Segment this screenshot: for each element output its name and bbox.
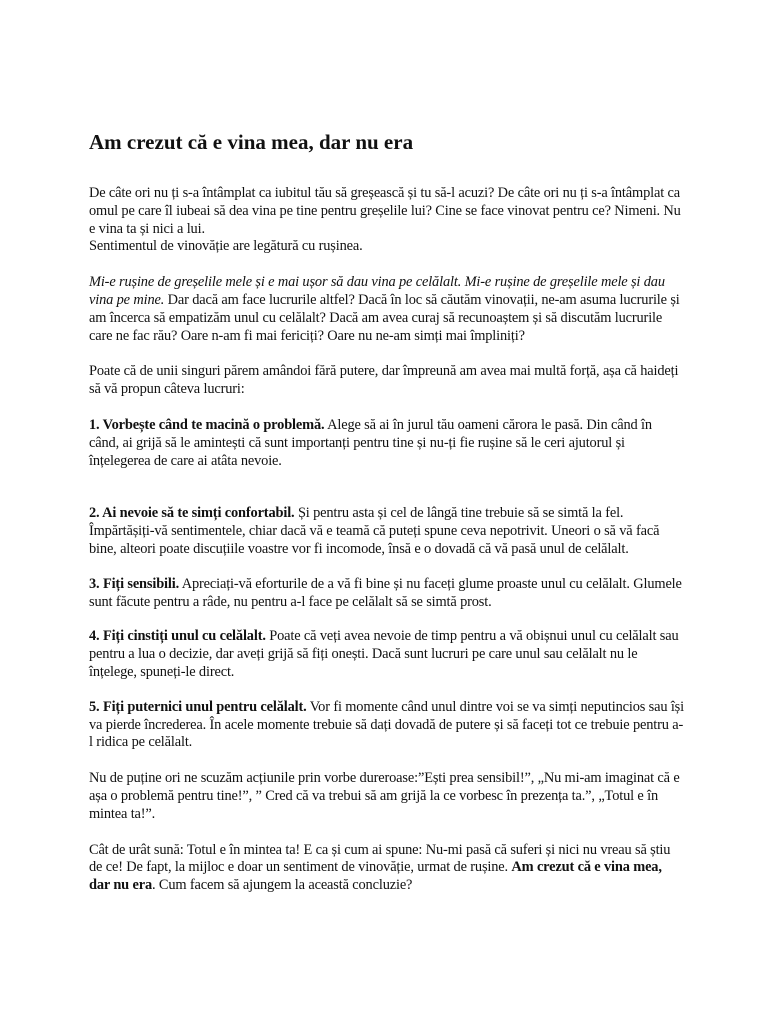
list-item-text: Vor fi momente când unul dintre voi se va simți neputincios sau își va pierde încrederea. În acele momente trebuie să dați dovadă de putere și să faceți tot ce trebuie pentru a-l ridica pe celălalt.: [89, 698, 684, 751]
proposal-paragraph: Poate că de unii singuri părem amândoi fără putere, dar împreună am avea mai multă forță, așa că haideți să vă propun câteva lucruri:: [89, 363, 679, 398]
list-item: [89, 505, 685, 558]
list-item: [89, 576, 685, 612]
quotes-paragraph: Nu de puține ori ne scuzăm acțiunile prin vorbe dureroase:”Ești prea sensibil!”, „Nu mi-am imaginat că e așa o problemă pentru tine!”, ” Cred că va trebui să am grijă la ce vorbesc în prezența ta.”, „Totul e în mintea ta!”.: [89, 770, 680, 822]
article-title: Am crezut că e vina mea, dar nu era: [89, 130, 414, 154]
intro-statement: Sentimentul de vinovăție are legătură cu rușinea.: [89, 238, 363, 255]
reflection-text: Dar dacă am face lucrurile altfel? Dacă în loc să căutăm vinovații, ne-am asuma lucrurile și am încerca să empatizăm unul cu celălalt? Dacă am avea curaj să recunoaștem și să discutăm lucrurile care ne fac rău? Oare n-am fi mai fericiți? Oare nu ne-am simți mai împliniți?: [89, 291, 680, 344]
reflection-paragraph: [89, 274, 685, 345]
list-item: [89, 417, 685, 470]
list-item-text: Și pentru asta și cel de lângă tine trebuie să se simtă la fel. Împărtășiți-vă sentimentele, chiar dacă vă e teamă că puteți spune ceva nepotrivit. Uneori o să vă facă bine, alteori poate discuțiile voastre vor fi incomode, însă e o dovadă că vă pasă unul de celălalt.: [89, 505, 660, 557]
list-item-text: Apreciați-vă eforturile de a vă fi bine și nu faceți glume proaste unul cu celălalt. Glumele sunt făcute pentru a râde, nu pentru a-l face pe celălalt să se simtă prost.: [89, 575, 682, 610]
list-item: [89, 628, 685, 681]
list-item-heading: 2. Ai nevoie să te simți confortabil.: [89, 505, 295, 522]
list-item-heading: 5. Fiți puternici unul pentru celălalt.: [89, 698, 307, 715]
list-item-heading: 1. Vorbește când te macină o problemă.: [89, 416, 325, 433]
conclusion-question: . Cum facem să ajungem la această concluzie?: [152, 877, 413, 894]
list-item-text: Alege să ai în jurul tău oameni cărora le pasă. Din când în când, ai grijă să le amintești că sunt importanți pentru tine și nu-ți fie rușine să le ceri ajutorul și înțelegerea de care ai atâta nevoie.: [89, 416, 652, 469]
conclusion-text: Cât de urât sună: Totul e în mintea ta! E ca și cum ai spune: Nu-mi pasă că suferi și nici nu vreau să știu de ce! De fapt, la mijloc e doar un sentiment de vinovăție, urmat de rușine.: [89, 841, 671, 876]
intro-text: De câte ori nu ți s-a întâmplat ca iubitul tău să greșească și tu să-l acuzi? De câte ori nu ți s-a întâmplat ca omul pe care îl iubeai să dea vina pe tine pentru greșelile lui? Cine se face vinovat pentru ce? Nimeni. Nu e vina ta și nici a lui.: [89, 185, 681, 237]
list-item-text: Poate că veți avea nevoie de timp pentru a vă obișnui unul cu celălalt sau pentru a lua o decizie, dar aveți grijă să fiți onești. Dacă sunt lucruri pe care unul sau celălalt nu le înțelege, spuneți-le direct.: [89, 628, 679, 680]
list-item-heading: 4. Fiți cinstiți unul cu celălalt.: [89, 628, 266, 645]
intro-paragraph: [89, 185, 685, 256]
document-page: [89, 128, 685, 895]
conclusion-paragraph: [89, 842, 685, 895]
conclusion-title-ref: Am crezut că e vina mea, dar nu era: [89, 859, 662, 894]
list-item: [89, 699, 685, 752]
list-item-heading: 3. Fiți sensibili.: [89, 575, 180, 592]
reflection-quote: Mi-e rușine de greșelile mele și e mai ușor să dau vina pe celălalt. Mi-e rușine de greșelile mele și dau vina pe mine.: [89, 274, 665, 308]
